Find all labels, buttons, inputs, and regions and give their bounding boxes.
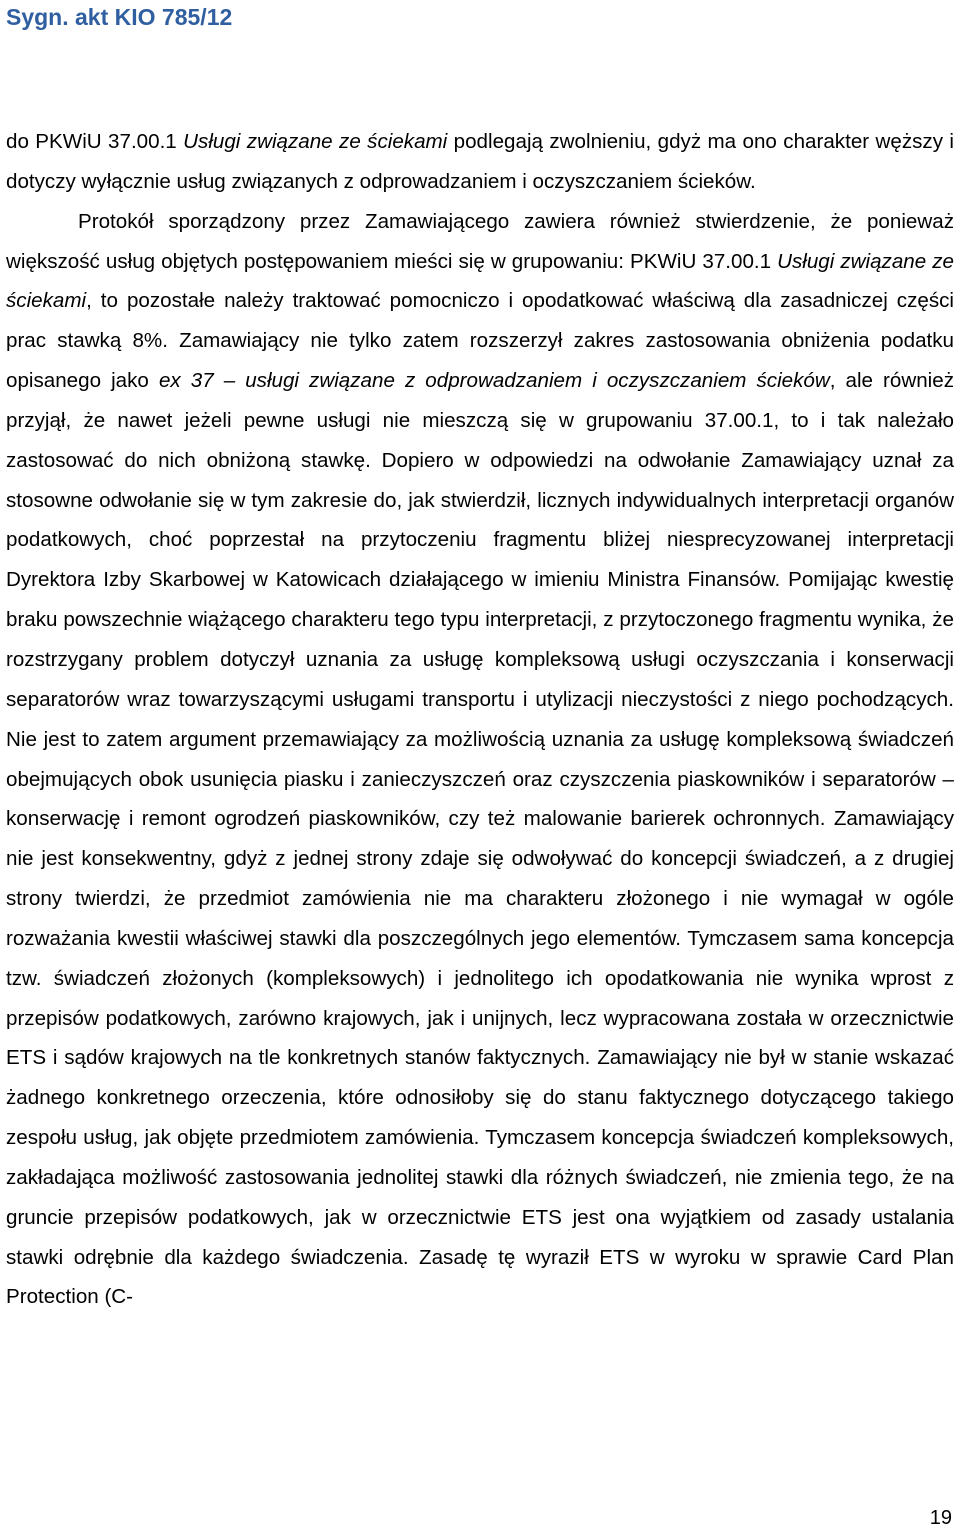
text-run-italic: Usługi związane ze ściekami [183,130,448,153]
case-reference: Sygn. akt KIO 785/12 [6,4,233,30]
document-body [6,122,954,1317]
text-run: podlegają zwolnieniu, gdyż ma ono charakter węższy i dotyczy wyłącznie usług związanych z odprowadzaniem i oczyszczaniem ścieków. [6,130,954,193]
paragraph-2 [6,202,954,1318]
page-number: 19 [929,1507,952,1529]
text-run: do PKWiU 37.00.1 [6,130,184,153]
paragraph-1 [6,122,954,202]
text-run-italic: Usługi związane ze ściekami [6,249,954,313]
text-run: , to pozostałe należy traktować pomocniczo i opodatkować właściwą dla zasadniczej części prac stawką 8%. Zamawiający nie tylko zatem rozszerzył zakres zastosowania obniżenia podatku opisanego jako [6,289,954,393]
text-run-italic: ex 37 – usługi związane z odprowadzaniem i oczyszczaniem ścieków [158,369,830,393]
text-run: Protokół sporządzony przez Zamawiającego zawiera również stwierdzenie, że ponieważ większość usług objętych postępowaniem mieści się w grupowaniu: PKWiU 37.00.1 [6,209,954,273]
text-run: , ale również przyjął, że nawet jeżeli pewne usługi nie mieszczą się w grupowaniu 37.00.1, to i tak należało zastosować do nich obniżoną stawkę. Dopiero w odpowiedzi na odwołanie Zamawiający uznał za stosowne odwołanie się w tym zakresie do, jak stwierdził, licznych indywidualnych interpretacji organów podatkowych, choć poprzestał na przytoczeniu fragmentu bliżej niesprecyzowanej interpretacji Dyrektora Izby Skarbowej w Katowicach działającego w imieniu Ministra Finansów. Pomijając kwestię braku powszechnie wiążącego charakteru tego typu interpretacji, z przytoczonego fragmentu wynika, że rozstrzygany problem dotyczył uznania za usługę kompleksową usługi oczyszczania i konserwacji separatorów wraz towarzyszącymi usługami transportu i utylizacji nieczystości z niego pochodzących. Nie jest to zatem argument przemawiający za możliwością uznania za usługę kompleksową świadczeń obejmujących obok usunięcia piasku i zanieczyszczeń oraz czyszczenia piaskowników i separatorów – konserwację i remont ogrodzeń piaskowników, czy też malowanie barierek ochronnych. Zamawiający nie jest konsekwentny, gdyż z jednej strony zdaje się odwoływać do koncepcji świadczeń, a z drugiej strony twierdzi, że przedmiot zamówienia nie ma charakteru złożonego i nie wymagał w ogóle rozważania kwestii właściwej stawki dla poszczególnych jego elementów. Tymczasem sama koncepcja tzw. świadczeń złożonych (kompleksowych) i jednolitego ich opodatkowania nie wynika wprost z przepisów podatkowych, zarówno krajowych, jak i unijnych, lecz wypracowana została w orzecznictwie ETS i sądów krajowych na tle konkretnych stanów faktycznych. Zamawiający nie był w stanie wskazać żadnego konkretnego orzeczenia, które odnosiłoby się do stanu faktycznego dotyczącego takiego zespołu usług, jak objęte przedmiotem zamówienia. Tymczasem koncepcja świadczeń kompleksowych, zakładająca możliwość zastosowania jednolitej stawki dla różnych świadczeń, nie zmienia tego, że na gruncie przepisów podatkowych, jak w orzecznictwie ETS jest ona wyjątkiem od zasady ustalania stawki odrębnie dla każdego świadczenia. Zasadę tę wyraził ETS w wyroku w sprawie Card Plan Protection (C- [6,369,954,1309]
